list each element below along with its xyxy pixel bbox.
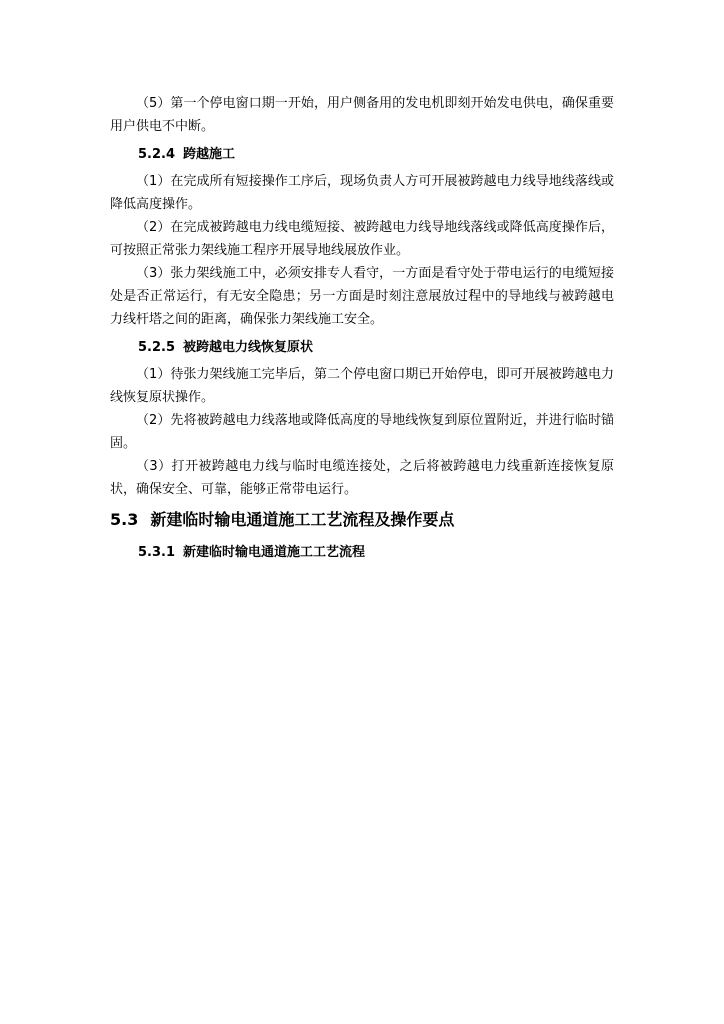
paragraph-5-standby-generator: （5）第一个停电窗口期一开始，用户侧备用的发电机即刻开始发电供电，确保重要用户供电不中断。 (110, 96, 614, 134)
paragraph-3-guarding: （3）张力架线施工中，必须安排专人看守，一方面是看守处于带电运行的电缆短接处是否正常运行，有无安全隐患；另一方面是时刻注意展放过程中的导地线与被跨越电力线杆塔之间的距离，确保张力架线施工安全。 (110, 266, 614, 327)
section-heading-5-3-1 (110, 541, 614, 564)
paragraph-3-reconnect: （3）打开被跨越电力线与临时电缆连接处，之后将被跨越电力线重新连接恢复原状，确保安全、可靠，能够正常带电运行。 (110, 459, 614, 497)
paragraph-1-lowering-lines: （1）在完成所有短接操作工序后，现场负责人方可开展被跨越电力线导地线落线或降低高度操作。 (110, 174, 614, 212)
section-number: 5.3 (110, 510, 139, 529)
section-number: 5.3.1 (138, 545, 176, 560)
paragraph-1-restore-start: （1）待张力架线施工完毕后，第二个停电窗口期已开始停电，即可开展被跨越电力线恢复原状操作。 (110, 367, 614, 405)
section-number: 5.2.4 (138, 147, 176, 162)
section-title: 被跨越电力线恢复原状 (183, 340, 314, 355)
paragraph-2-restore-position: （2）先将被跨越电力线落地或降低高度的导地线恢复到原位置附近，并进行临时锚固。 (110, 413, 614, 451)
section-title: 新建临时输电通道施工工艺流程及操作要点 (150, 510, 455, 529)
paragraph-2-tension-stringing: （2）在完成被跨越电力线电缆短接、被跨越电力线导地线落线或降低高度操作后，可按照正常张力架线施工程序开展导地线展放作业。 (110, 220, 614, 258)
section-heading-5-2-4 (110, 143, 614, 166)
document-body (110, 92, 614, 568)
section-title: 新建临时输电通道施工工艺流程 (183, 545, 366, 560)
section-heading-5-2-5 (110, 336, 614, 359)
section-number: 5.2.5 (138, 340, 176, 355)
section-heading-5-3 (110, 507, 614, 533)
section-title: 跨越施工 (183, 147, 236, 162)
